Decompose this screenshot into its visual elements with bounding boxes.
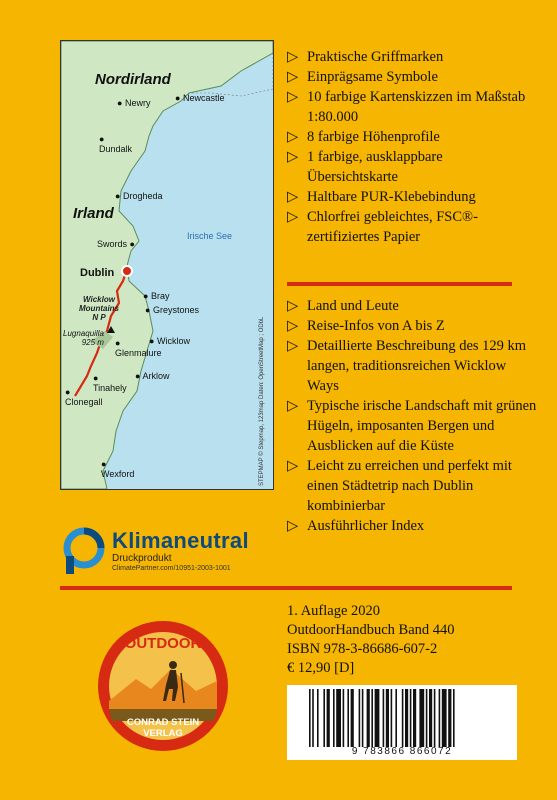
list-item: ▷ Detaillierte Beschreibung des 129 km langen, traditionsreichen Wicklow Ways bbox=[287, 338, 527, 394]
map-town-tinahely: ● Tinahely bbox=[93, 373, 127, 393]
triangle-right-icon: ▷ bbox=[287, 209, 299, 225]
barcode-bars bbox=[287, 689, 517, 747]
triangle-right-icon: ▷ bbox=[287, 518, 299, 534]
town-dot: ● bbox=[175, 93, 181, 103]
triangle-right-icon: ▷ bbox=[287, 298, 299, 314]
town-dot: ● bbox=[135, 371, 141, 381]
list-item: ▷ 10 farbige Kartenskizzen im Maßstab 1:80.000 bbox=[287, 89, 526, 125]
klima-subtitle: Druckprodukt bbox=[112, 553, 172, 564]
map-credit: STEPMAP © Stepmap, 123map Daten: OpenStreetMap ; ODbL bbox=[259, 316, 265, 486]
town-dot: ● bbox=[145, 305, 151, 315]
list-item: ▷ Leicht zu erreichen und perfekt mit einen Städtetrip nach Dublin kombinierbar bbox=[287, 458, 512, 514]
map-label-sea: Irische See bbox=[187, 231, 233, 241]
town-dot: ● bbox=[101, 459, 107, 469]
map-town-drogheda: ● Drogheda bbox=[115, 191, 163, 201]
klima-title: Klimaneutral bbox=[112, 528, 249, 553]
series: OutdoorHandbuch Band 440 bbox=[287, 622, 455, 638]
triangle-right-icon: ▷ bbox=[287, 318, 299, 334]
map-town-dublin: Dublin bbox=[80, 267, 115, 279]
map-town-glenmalure: ● Glenmalure bbox=[115, 338, 162, 358]
town-dot: ● bbox=[65, 387, 71, 397]
features-list-top bbox=[287, 47, 537, 247]
town-dot: ● bbox=[117, 98, 123, 108]
map-label-mountains: Wicklow Mountains N P bbox=[79, 295, 119, 322]
map-town-clonegall: ● Clonegall bbox=[65, 387, 103, 407]
town-dot: ● bbox=[115, 191, 121, 201]
badge-publisher: CONRAD STEIN VERLAG bbox=[126, 717, 200, 739]
list-item: ▷ Land und Leute bbox=[287, 298, 399, 314]
features-list-bottom bbox=[287, 296, 537, 536]
edition: 1. Auflage 2020 bbox=[287, 603, 381, 619]
triangle-right-icon: ▷ bbox=[287, 129, 299, 145]
list-item: ▷ Einprägsame Symbole bbox=[287, 69, 438, 85]
list-item: ▷ Haltbare PUR-Klebebindung bbox=[287, 189, 476, 205]
route-map bbox=[60, 40, 274, 490]
map-town-arklow: ● Arklow bbox=[135, 371, 170, 381]
triangle-right-icon: ▷ bbox=[287, 189, 299, 205]
triangle-right-icon: ▷ bbox=[287, 338, 299, 354]
list-item: ▷ Ausführlicher Index bbox=[287, 518, 425, 534]
klima-url: ClimatePartner.com/10951-2003-1001 bbox=[112, 565, 231, 572]
barcode bbox=[287, 685, 517, 760]
publication-info bbox=[287, 602, 455, 678]
town-dot: ● bbox=[129, 239, 135, 249]
list-item: ▷ 8 farbige Höhenprofile bbox=[287, 129, 440, 145]
divider bbox=[287, 282, 512, 286]
map-town-dundalk: ● Dundalk bbox=[99, 134, 133, 154]
town-dot: ● bbox=[99, 134, 105, 144]
map-town-newcastle: ● Newcastle bbox=[175, 93, 225, 103]
badge-title: OUTDOOR bbox=[124, 635, 202, 652]
map-town-swords: Swords ● bbox=[97, 239, 135, 249]
list-item: ▷ Chlorfrei gebleichtes, FSC®-zertifiziertes Papier bbox=[287, 209, 478, 245]
map-town-wicklow: ● Wicklow bbox=[149, 336, 190, 346]
isbn: ISBN 978-3-86686-607-2 bbox=[287, 641, 438, 657]
list-item: ▷ Reise-Infos von A bis Z bbox=[287, 318, 445, 334]
dublin-marker-icon bbox=[121, 265, 133, 277]
map-label-region-north: Nordirland bbox=[95, 71, 171, 88]
map-label-region-main: Irland bbox=[73, 205, 114, 222]
town-dot: ● bbox=[93, 373, 99, 383]
map-town-newry: ● Newry bbox=[117, 98, 151, 108]
list-item: ▷ Typische irische Landschaft mit grünen Hügeln, imposanten Bergen und Ausblicken auf die Küste bbox=[287, 398, 537, 454]
triangle-right-icon: ▷ bbox=[287, 398, 299, 414]
town-dot: ● bbox=[143, 291, 149, 301]
triangle-right-icon: ▷ bbox=[287, 89, 299, 105]
map-town-wexford: ● Wexford bbox=[101, 459, 135, 479]
map-town-bray: ● Bray bbox=[143, 291, 170, 301]
list-item: ▷ Praktische Griffmarken bbox=[287, 49, 444, 65]
publisher-badge bbox=[96, 619, 230, 753]
town-dot: ● bbox=[115, 338, 121, 348]
price: € 12,90 [D] bbox=[287, 660, 355, 676]
triangle-right-icon: ▷ bbox=[287, 458, 299, 474]
triangle-right-icon: ▷ bbox=[287, 49, 299, 65]
town-dot: ● bbox=[149, 336, 155, 346]
map-graphic bbox=[61, 41, 273, 489]
map-label-peak: Lugnaquilla 925 m bbox=[63, 329, 104, 347]
climate-partner-icon bbox=[62, 526, 108, 576]
triangle-right-icon: ▷ bbox=[287, 69, 299, 85]
map-town-greystones: ● Greystones bbox=[145, 305, 199, 315]
list-item: ▷ 1 farbige, ausklappbare Übersichtskarte bbox=[287, 149, 443, 185]
klimaneutral-logo bbox=[62, 524, 282, 574]
triangle-right-icon: ▷ bbox=[287, 149, 299, 165]
barcode-digits: 9 783866 866072 bbox=[351, 746, 453, 757]
divider bbox=[60, 586, 512, 590]
